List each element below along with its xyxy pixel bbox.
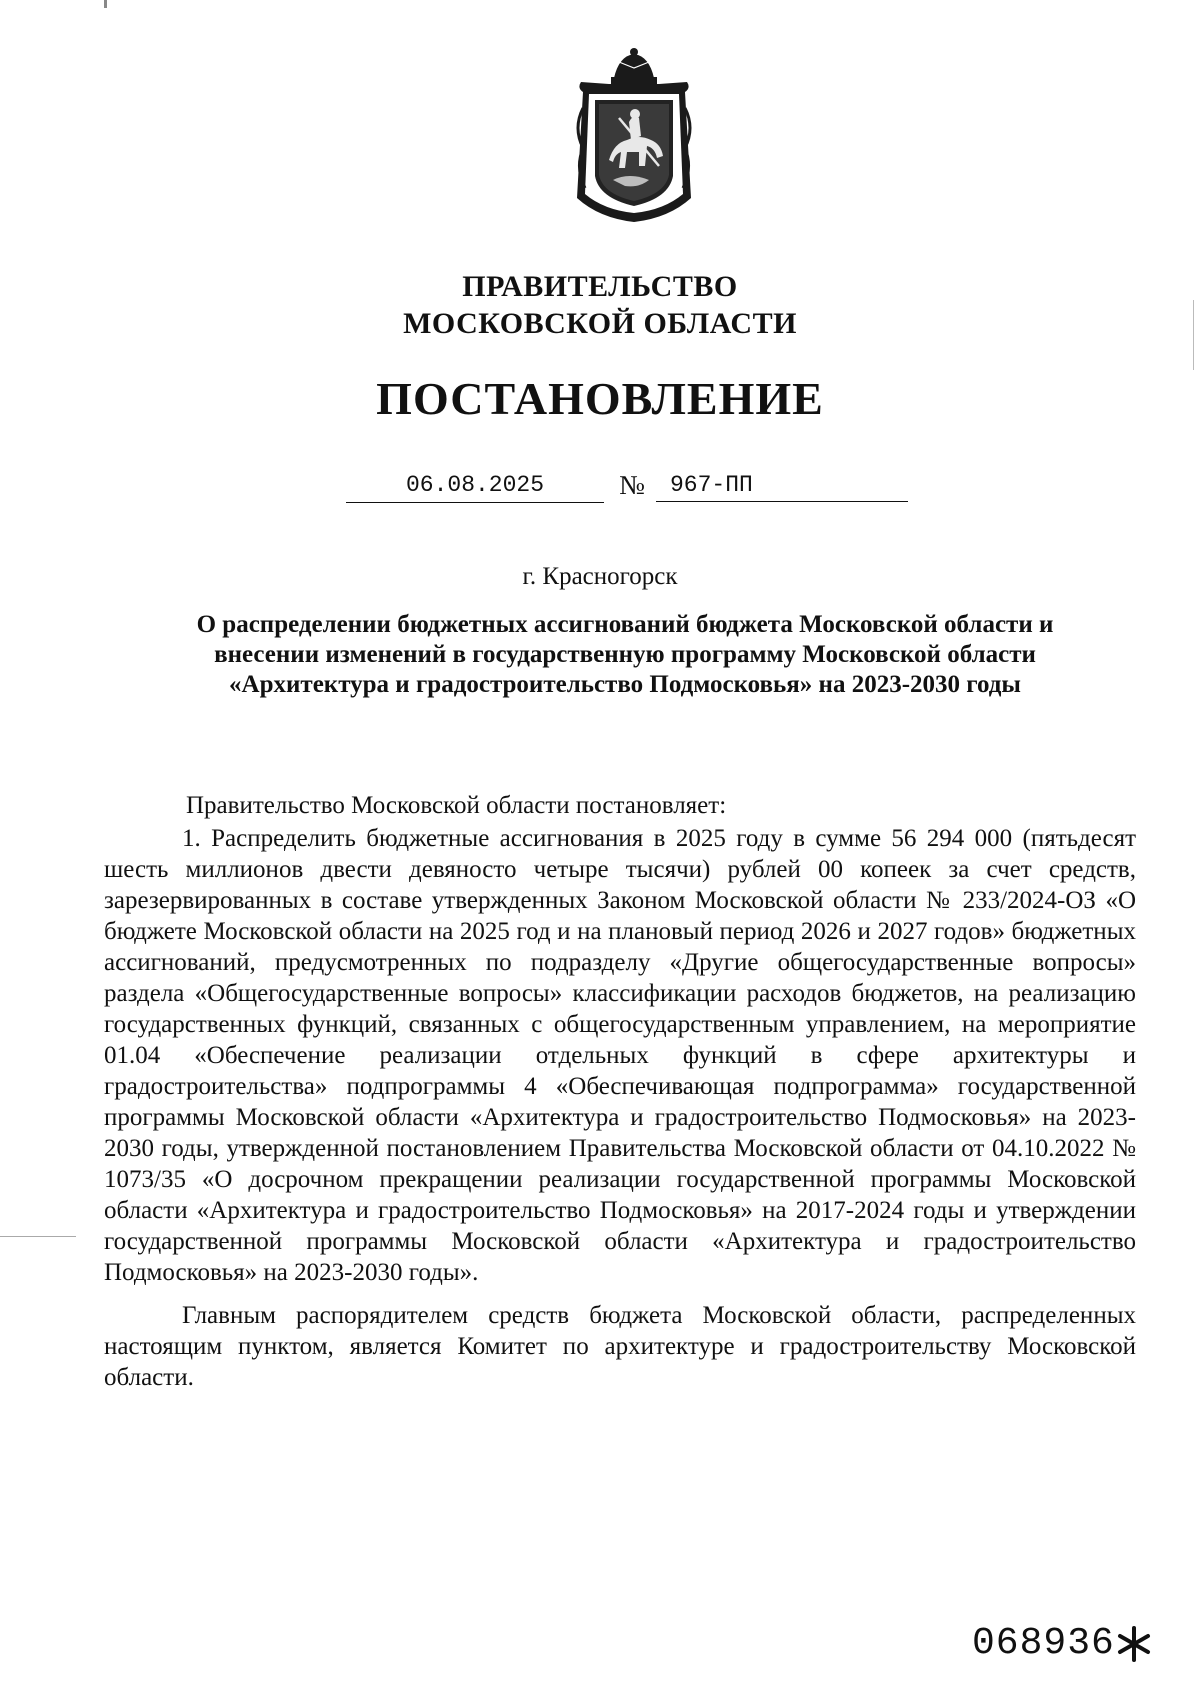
document-subject: О распределении бюджетных ассигнований бюджета Московской области и внесении изменений в государственную программу Московской области «Архитектура и градостроительство Подмосковья» на 2023-2030 годы: [196, 611, 1054, 698]
org-name-line1: ПРАВИТЕЛЬСТВО: [462, 270, 738, 303]
document-number: 967-ПП: [656, 470, 908, 502]
coat-of-arms-icon: [569, 48, 699, 224]
number-sign: №: [619, 470, 645, 500]
scan-mark-top: [104, 0, 107, 8]
serial-number: 068936: [972, 1622, 1115, 1665]
date-number-line: [0, 470, 1200, 504]
scan-mark-left: [0, 1236, 76, 1237]
preamble-paragraph: Правительство Московской области постановляет:: [186, 792, 727, 819]
document-date: 06.08.2025: [346, 470, 604, 503]
org-name-line2: МОСКОВСКОЙ ОБЛАСТИ: [403, 307, 797, 340]
asterisk-icon: [1114, 1624, 1154, 1664]
document-type-title: ПОСТАНОВЛЕНИЕ: [376, 373, 824, 424]
item-1-note-paragraph: Главным распорядителем средств бюджета Московской области, распределенных настоящим пунктом, является Комитет по архитектуре и градостроительству Московской области.: [104, 1302, 1136, 1391]
document-body: [104, 790, 1136, 1393]
item-1-paragraph: 1. Распределить бюджетные ассигнования в 2025 году в сумме 56 294 000 (пятьдесят шесть миллионов двести девяносто четыре тысячи) рублей 00 копеек за счет средств, зарезервированных в составе утвержденных Законом Московской области № 233/2024-ОЗ «О бюджете Московской области на 2025 год и на плановый период 2026 и 2027 годов» бюджетных ассигнований, предусмотренных по подразделу «Другие общегосударственные вопросы» раздела «Общегосударственные вопросы» классификации расходов бюджетов, на реализацию государственных функций, связанных с общегосударственным управлением, на мероприятие 01.04 «Обеспечение реализации отдельных функций в сфере архитектуры и градостроительства» подпрограммы 4 «Обеспечивающая подпрограмма» государственной программы Московской области «Архитектура и градостроительство Подмосковья» на 2023-2030 годы, утвержденной постановлением Правительства Московской области от 04.10.2022 № 1073/35 «О досрочном прекращении реализации государственной программы Московской области «Архитектура и градостроительство Подмосковья» на 2017-2024 годы и утверждении государственной программы Московской области «Архитектура и градостроительство Подмосковья» на 2023-2030 годы».: [104, 825, 1136, 1286]
city-name: г. Красногорск: [522, 563, 678, 590]
